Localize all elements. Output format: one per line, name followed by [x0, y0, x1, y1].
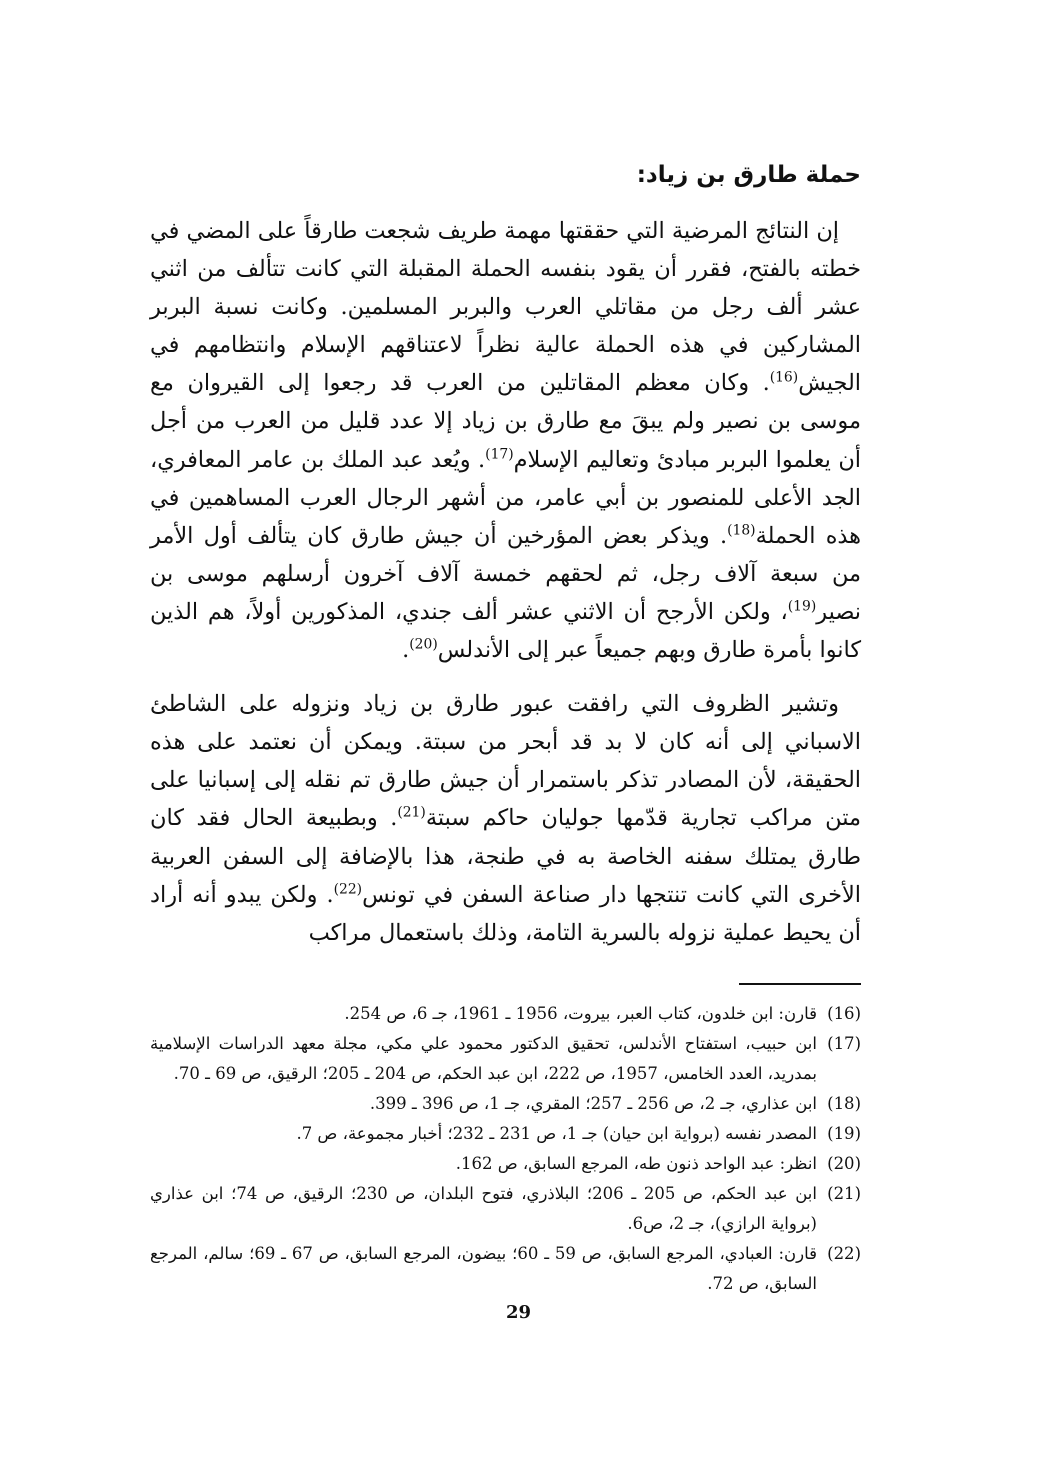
footnote-number: (17) [827, 1033, 861, 1053]
footnote-number: (20) [827, 1153, 861, 1173]
footnote-ref: (20) [409, 636, 438, 653]
footnote-ref: (16) [769, 369, 799, 386]
footnote-item [150, 1149, 861, 1179]
footnote-item [150, 1239, 861, 1299]
footnote-number: (18) [827, 1093, 861, 1113]
footnote-text: قارن: العبادي، المرجع السابق، ص 59 ـ 60؛ بيضون، المرجع السابق، ص 67 ـ 69؛ سالم، المرجع السابق، ص 72. [150, 1243, 817, 1293]
footnote-number: (21) [827, 1183, 861, 1203]
footnotes-list [150, 999, 861, 1299]
paragraph-text: ، ولكن الأرجح أن الاثني عشر ألف جندي، المذكورين أولاً، هم الذين كانوا بأمرة طارق وبهم جميعاً عبر إلى الأندلس [150, 598, 861, 664]
footnote-number: (16) [827, 1003, 861, 1023]
footnote-text: قارن: ابن خلدون، كتاب العبر، بيروت، 1956 ـ 1961، جـ 6، ص 254. [344, 1003, 817, 1023]
paragraph-text: . [402, 637, 410, 664]
body-paragraph [150, 212, 861, 669]
paragraph-text: . ويُعد عبد الملك بن عامر المعافري، الجد الأعلى للمنصور بن أبي عامر، من أشهر الرجال العرب المساهمين في هذه الحملة [150, 446, 861, 549]
footnote-number: (22) [827, 1243, 861, 1263]
footnote-text: انظر: عبد الواحد ذنون طه، المرجع السابق، ص 162. [455, 1153, 817, 1173]
paragraph-text: . وبطبيعة الحال فقد كان طارق يمتلك سفنه الخاصة به في طنجة، هذا بالإضافة إلى السفن العربية الأخرى التي كانت تنتجها دار صناعة السفن في تونس [150, 805, 861, 908]
footnote-item [150, 1029, 861, 1089]
paragraph-text: . ويذكر بعض المؤرخين أن جيش طارق كان يتألف أول الأمر من سبعة آلاف رجل، ثم لحقهم خمسة آلاف آخرون أرسلهم موسى بن نصير [150, 522, 861, 625]
paragraph-text: . ولكن يبدو أنه أراد أن يحيط عملية نزوله بالسرية التامة، وذلك باستعمال مراكب [150, 881, 861, 946]
footnote-ref: (22) [333, 881, 363, 898]
footnote-item [150, 1089, 861, 1119]
footnote-text: ابن حبيب، استفتاح الأندلس، تحقيق الدكتور محمود علي مكي، مجلة معهد الدراسات الإسلامية بمدريد، العدد الخامس، 1957، ص 222، ابن عبد الحكم، ص 204 ـ 205؛ الرقيق، ص 69 ـ 70. [150, 1033, 817, 1083]
footnote-number: (19) [827, 1123, 861, 1143]
footnote-text: ابن عذاري، جـ 2، ص 256 ـ 257؛ المقري، جـ 1، ص 396 ـ 399. [369, 1093, 817, 1113]
section-heading: حملة طارق بن زياد: [636, 162, 861, 188]
paragraph-text: إن النتائج المرضية التي حققتها مهمة طريف شجعت طارقاً على المضي في خطته بالفتح، فقرر أن يقود بنفسه الحملة المقبلة التي كانت تتألف من اثني عشر ألف رجل من مقاتلي العرب والبربر المسلمين. وكانت نسبة البربر المشاركين في هذه الحملة عالية نظراً لاعتناقهم الإسلام وانتظامهم في الجيش [150, 218, 861, 397]
footnote-ref: (19) [787, 598, 817, 615]
footnote-ref: (21) [397, 804, 426, 821]
paragraph-text: وتشير الظروف التي رافقت عبور طارق بن زياد ونزوله على الشاطئ الاسباني إلى أنه كان لا بد قد أبحر من سبتة. ويمكن أن نعتمد على هذه الحقيقة، لأن المصادر تذكر باستمرار أن جيش طارق تم نقله إلى إسبانيا على متن مراكب تجارية قدّمها جوليان حاكم سبتة [150, 691, 861, 832]
footnote-ref: (18) [727, 522, 756, 539]
footnote-item [150, 999, 861, 1029]
paragraph-text: . وكان معظم المقاتلين من العرب قد رجعوا إلى القيروان مع موسى بن نصير ولم يبقَ مع طارق بن زياد إلا عدد قليل من العرب من أجل أن يعلموا البربر مبادئ وتعاليم الإسلام [150, 370, 861, 473]
page-number: 29 [505, 1302, 532, 1323]
footnote-item [150, 1179, 861, 1239]
footnote-text: المصدر نفسه (برواية ابن حيان) جـ 1، ص 231 ـ 232؛ أخبار مجموعة، ص 7. [296, 1123, 817, 1143]
footnote-separator [739, 983, 861, 985]
footnote-ref: (17) [485, 446, 514, 463]
body-paragraph [150, 685, 861, 952]
footnote-text: ابن عبد الحكم، ص 205 ـ 206؛ البلاذري، فتوح البلدان، ص 230؛ الرقيق، ص 74؛ ابن عذاري (برواية الرازي)، جـ 2، ص6. [150, 1183, 817, 1233]
footnote-item [150, 1119, 861, 1149]
